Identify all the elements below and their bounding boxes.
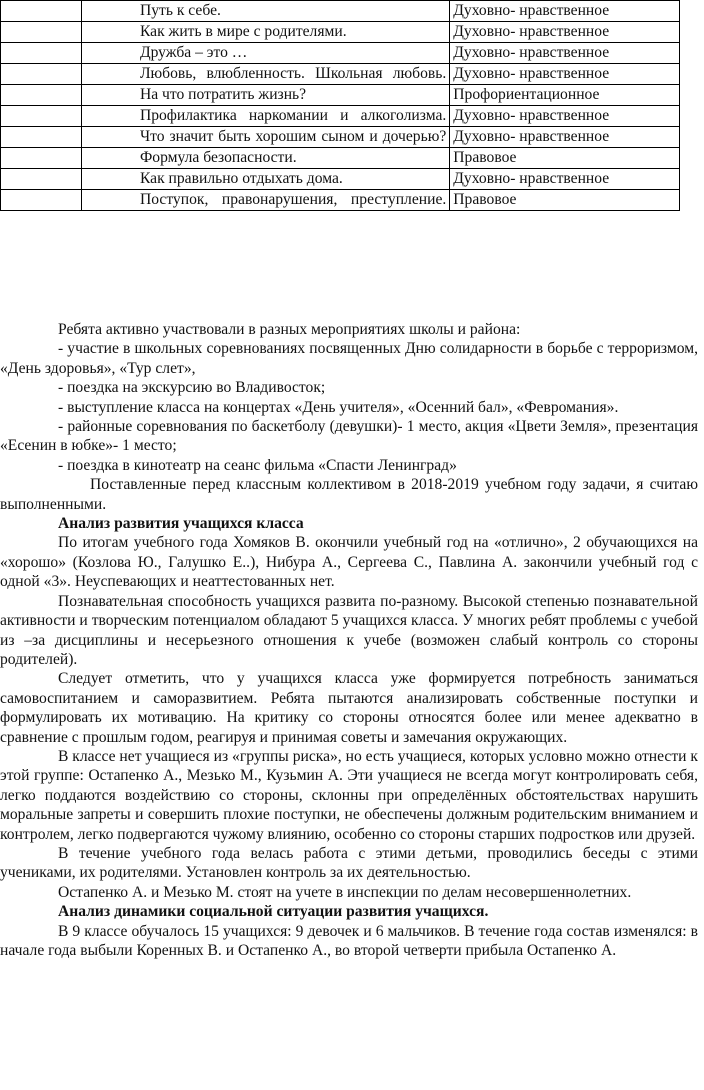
table-cell-direction: Правовое: [450, 190, 680, 211]
table-cell-topic: [81, 148, 449, 169]
topic-text: Дружба – это …: [139, 44, 248, 61]
table-cell-empty: [1, 1, 82, 22]
intro-paragraph: Ребята активно участвовали в разных мероприятиях школы и района:: [58, 321, 521, 338]
paragraph-results: По итогам учебного года Хомяков В. окончили учебный год на «отлично», 2 обучающихся на «хорошо» (Козлова Ю., Галушко Е..), Нибура А., Сергеева С., Павлина А. закончили учебный год с одной «3». Неуспевающих и неаттестованных нет.: [0, 534, 698, 591]
paragraph-self-education: Следует отметить, что у учащихся класса уже формируется потребность заниматься самовоспитанием и саморазвитием. Ребята пытаются анализировать собственные поступки и формулировать их мотивацию. На критику со стороны относятся более или менее адекватно в сравнение с прошлым годом, реагируя и принимая советы и замечания окружающих.: [0, 670, 698, 746]
heading-social-situation: Анализ динамики социальной ситуации развития учащихся.: [58, 903, 489, 921]
topic-text: Поступок, правонарушения, преступление.: [139, 191, 447, 208]
table-cell-direction: Духовно- нравственное: [450, 106, 680, 127]
table-cell-direction: Духовно- нравственное: [450, 1, 680, 22]
table-row: [1, 85, 680, 106]
topic-text: Что значит быть хорошим сыном и дочерью?: [139, 128, 447, 145]
paragraph-cognitive: Познавательная способность учащихся развита по-разному. Высокой степенью познавательной активности и творческим потенциалом обладают 5 учащихся класса. У многих ребят проблемы с учебой из –за дисциплины и несерьезного отношения к учебе (возможен слабый контроль со стороны родителей).: [0, 592, 698, 668]
topic-text: Как жить в мире с родителями.: [139, 23, 347, 40]
paragraph-work-with-children: В течение учебного года велась работа с этими детьми, проводились беседы с этими учениками, их родителями. Установлен контроль за их деятельностью.: [0, 844, 698, 882]
table-row: [1, 190, 680, 211]
table-cell-topic: [81, 106, 449, 127]
table-cell-topic: [81, 22, 449, 43]
activity-item-1: - участие в школьных соревнованиях посвященных Дню солидарности в борьбе с терроризмом, «День здоровья», «Тур слет»,: [0, 340, 698, 377]
activity-item-4: - районные соревнования по баскетболу (девушки)- 1 место, акция «Цвети Земля», презентация «Есенин в юбке»- 1 место;: [0, 418, 698, 455]
table-cell-topic: [81, 64, 449, 85]
table-cell-empty: [1, 169, 82, 190]
table-cell-topic: [81, 43, 449, 64]
table-cell-topic: [81, 127, 449, 148]
table-row: [1, 106, 680, 127]
activity-item-2: - поездка на экскурсию во Владивосток;: [58, 379, 326, 397]
events-table-grid: [0, 0, 680, 211]
topic-text: Как правильно отдыхать дома.: [139, 170, 343, 187]
table-row: [1, 64, 680, 85]
table-cell-topic: [81, 169, 449, 190]
activity-item-3: - выступление класса на концертах «День учителя», «Осенний бал», «Февромания».: [58, 398, 619, 416]
table-cell-direction: Духовно- нравственное: [450, 169, 680, 190]
events-table-body: [1, 1, 680, 211]
paragraph-risk-group: В классе нет учащиеся из «группы риска», но есть учащиеся, которых условно можно отнести к этой группе: Остапенко А., Мезько М., Кузьмин А. Эти учащиеся не всегда могут контролировать себя, легко поддаются воздействию со стороны, склонны при определённых обстоятельствах нарушить моральные запреты и совершить плохие поступки, не обеспечены должным родительским вниманием и контролем, легко подвергаются чужому влиянию, особенно со стороны старших подростков или друзей.: [0, 747, 698, 843]
table-row: [1, 1, 680, 22]
table-row: [1, 148, 680, 169]
table-cell-empty: [1, 64, 82, 85]
table-cell-empty: [1, 22, 82, 43]
activity-item-5: - поездка в кинотеатр на сеанс фильма «Спасти Ленинград»: [58, 456, 457, 474]
table-cell-direction: Духовно- нравственное: [450, 43, 680, 64]
table-cell-direction: Правовое: [450, 148, 680, 169]
table-cell-empty: [1, 148, 82, 169]
topic-text: Профилактика наркомании и алкоголизма.: [139, 107, 447, 124]
table-cell-topic: [81, 85, 449, 106]
paragraph-registration: Остапенко А. и Мезько М. стоят на учете в инспекции по делам несовершеннолетних.: [58, 883, 632, 901]
table-row: [1, 127, 680, 148]
table-cell-direction: Духовно- нравственное: [450, 127, 680, 148]
heading-student-development: Анализ развития учащихся класса: [58, 515, 304, 533]
events-table: [0, 0, 680, 211]
table-row: [1, 169, 680, 190]
table-cell-empty: [1, 190, 82, 211]
table-cell-topic: [81, 190, 449, 211]
topic-text: Формула безопасности.: [139, 149, 297, 166]
table-row: [1, 22, 680, 43]
report-text: [0, 320, 698, 960]
topic-text: Любовь, влюбленность. Школьная любовь.: [139, 65, 447, 82]
table-cell-topic: [81, 1, 449, 22]
topic-text: Путь к себе.: [139, 2, 221, 19]
table-row: [1, 43, 680, 64]
conclusion-paragraph: Поставленные перед классным коллективом в 2018-2019 учебном году задачи, я считаю выполненными.: [0, 476, 698, 513]
paragraph-class-composition: В 9 классе обучалось 15 учащихся: 9 девочек и 6 мальчиков. В течение года состав изменялся: в начале года выбыли Коренных В. и Остапенко А., во второй четверти прибыла Остапенко А.: [0, 922, 698, 959]
table-cell-empty: [1, 85, 82, 106]
topic-text: На что потратить жизнь?: [139, 86, 307, 103]
table-cell-direction: Духовно- нравственное: [450, 64, 680, 85]
table-cell-empty: [1, 106, 82, 127]
table-cell-empty: [1, 127, 82, 148]
table-cell-direction: Духовно- нравственное: [450, 22, 680, 43]
table-cell-direction: Профориентационное: [450, 85, 680, 106]
table-cell-empty: [1, 43, 82, 64]
